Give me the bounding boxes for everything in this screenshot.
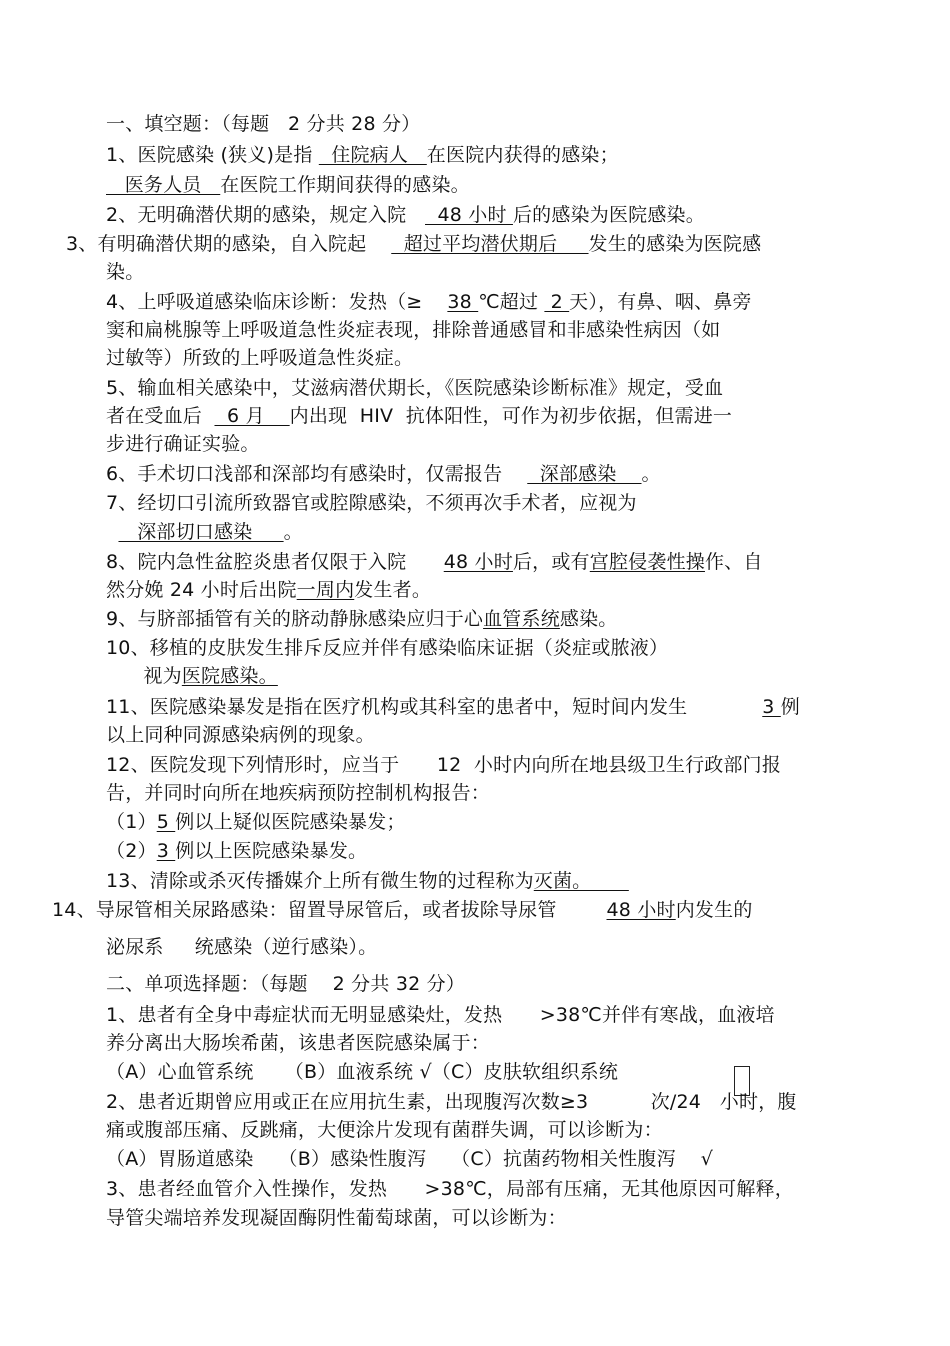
question-text: 12、医院发现下列情形时，应当于 12 小时内向所在地县级卫生行政部门报 xyxy=(106,754,782,776)
question-text: 在医院工作期间获得的感染。 xyxy=(220,174,470,196)
question-text: 视为 xyxy=(106,665,182,687)
question-text: 发生的感染为医院感 xyxy=(588,233,762,255)
q1-12-item-1 xyxy=(106,810,406,834)
q1-8 xyxy=(106,550,763,574)
question-text: 过敏等）所致的上呼吸道急性炎症。 xyxy=(106,347,414,369)
q1-7 xyxy=(106,491,637,515)
question-text: 然分娩 24 小时后出院 xyxy=(106,579,297,601)
question-text: 养分离出大肠埃希菌，该患者医院感染属于： xyxy=(106,1032,491,1054)
q1-2 xyxy=(106,203,705,227)
question-text: 以上同种同源感染病例的现象。 xyxy=(106,724,375,746)
q1-11-cont xyxy=(106,723,375,747)
q1-10 xyxy=(106,636,668,660)
q1-7-cont xyxy=(106,520,303,544)
q1-4 xyxy=(106,290,752,314)
answer-blank: 48 小时 xyxy=(443,551,513,573)
question-text: ℃超过 xyxy=(478,291,545,313)
question-text: 7、经切口引流所致器官或腔隙感染，不须再次手术者，应视为 xyxy=(106,492,637,514)
question-text: 3、有明确潜伏期的感染，自入院起 xyxy=(66,233,392,255)
section-2-heading xyxy=(106,972,465,996)
q2-2-cont xyxy=(106,1118,663,1142)
question-text: 8、院内急性盆腔炎患者仅限于入院 xyxy=(106,551,444,573)
question-text: 痛或腹部压痛、反跳痛，大便涂片发现有菌群失调，可以诊断为： xyxy=(106,1119,663,1141)
question-text: 3、患者经血管介入性操作，发热 >38℃，局部有压痛，无其他原因可解释， xyxy=(106,1178,794,1200)
answer-blank: 48 小时 xyxy=(425,204,513,226)
q1-1 xyxy=(106,143,619,167)
answer-blank: 深部感染 xyxy=(527,463,642,485)
question-text: 感染。 xyxy=(559,608,618,630)
q1-1-cont xyxy=(106,173,470,197)
q1-4-cont xyxy=(106,346,413,370)
q1-3-cont xyxy=(106,260,144,284)
q1-4-cont xyxy=(106,318,720,342)
question-text: 者在受血后 xyxy=(106,405,215,427)
q1-9 xyxy=(106,607,618,631)
q2-1-cont xyxy=(106,1031,490,1055)
section-1-heading xyxy=(106,112,420,136)
question-text: 染。 xyxy=(106,261,145,283)
question-text: 5、输血相关感染中，艾滋病潜伏期长，《医院感染诊断标准》规定，受血 xyxy=(106,377,724,399)
question-text: 导管尖端培养发现凝固酶阴性葡萄球菌，可以诊断为： xyxy=(106,1207,567,1229)
answer-blank: 6 月 xyxy=(214,405,290,427)
question-text: 10、移植的皮肤发生排斥反应并伴有感染临床证据（炎症或脓液） xyxy=(106,637,669,659)
q1-14 xyxy=(52,898,753,922)
question-text: （1） xyxy=(106,811,157,833)
q2-2 xyxy=(106,1090,797,1114)
q1-11 xyxy=(106,695,800,719)
answer-blank: 医务人员 xyxy=(106,174,221,196)
answer-blank: 深部切口感染 xyxy=(118,521,284,543)
question-text: 。 xyxy=(283,521,303,543)
question-text: 发生者。 xyxy=(354,579,432,601)
answer-blank: 血管系统 xyxy=(483,608,560,630)
question-text: 11、医院感染暴发是指在医疗机构或其科室的患者中，短时间内发生 xyxy=(106,696,763,718)
q1-5-cont xyxy=(106,404,732,428)
question-text: 例 xyxy=(780,696,800,718)
question-text: 14、导尿管相关尿路感染：留置导尿管后，或者拔除导尿管 xyxy=(52,899,607,921)
answer-blank: 超过平均潜伏期后 xyxy=(391,233,589,255)
question-text: （2） xyxy=(106,840,157,862)
question-text: 2、患者近期曾应用或正在应用抗生素，出现腹泻次数≥3 次/24 小时，腹 xyxy=(106,1091,797,1113)
answer-blank: 医院感染。 xyxy=(181,665,278,687)
heading-text: 二、单项选择题：（每题 2 分共 32 分） xyxy=(106,973,466,995)
question-text: 2、无明确潜伏期的感染，规定入院 xyxy=(106,204,426,226)
question-text: 。 xyxy=(641,463,661,485)
question-text: 窦和扁桃腺等上呼吸道急性炎症表现，排除普通感冒和非感染性病因（如 xyxy=(106,319,721,341)
q1-8-cont xyxy=(106,578,431,602)
answer-blank: 宫腔侵袭性操 xyxy=(589,551,705,573)
q1-3 xyxy=(66,232,761,256)
answer-blank: 38 xyxy=(447,291,479,313)
q2-3-cont xyxy=(106,1206,567,1230)
question-text: 4、上呼吸道感染临床诊断：发热（≥ xyxy=(106,291,448,313)
q1-14-cont xyxy=(106,935,377,959)
question-text: 例以上医院感染暴发。 xyxy=(175,840,368,862)
question-text: 9、与脐部插管有关的脐动静脉感染应归于心 xyxy=(106,608,484,630)
answer-blank: 2 xyxy=(544,291,570,313)
question-text: 1、患者有全身中毒症状而无明显感染灶，发热 >38℃并伴有寒战，血液培 xyxy=(106,1004,775,1026)
q1-5-cont xyxy=(106,432,260,456)
q1-5 xyxy=(106,376,723,400)
question-text xyxy=(106,521,118,543)
question-text: 6、手术切口浅部和深部均有感染时，仅需报告 xyxy=(106,463,528,485)
options-text: （A）心血管系统 （B）血液系统 √（C）皮肤软组织系统 xyxy=(106,1061,619,1083)
q1-10-cont xyxy=(106,664,278,688)
answer-blank: 灭菌。 xyxy=(533,870,629,892)
answer-blank: 住院病人 xyxy=(318,144,427,166)
question-text: 内出现 HIV 抗体阳性，可作为初步依据，但需进一 xyxy=(289,405,733,427)
q1-6 xyxy=(106,462,661,486)
question-text: 在医院内获得的感染； xyxy=(426,144,619,166)
q1-12-cont xyxy=(106,781,490,805)
question-text: 泌尿系 统感染（逆行感染）。 xyxy=(106,936,378,958)
q1-12-item-2 xyxy=(106,839,367,863)
q1-13 xyxy=(106,869,629,893)
question-text: 天），有鼻、咽、鼻旁 xyxy=(569,291,752,313)
question-text: 例以上疑似医院感染暴发； xyxy=(175,811,406,833)
answer-blank: 3 xyxy=(762,696,781,718)
answer-blank: 48 小时 xyxy=(606,899,676,921)
answer-blank: 5 xyxy=(156,811,176,833)
q2-3 xyxy=(106,1177,794,1201)
heading-text: 一、填空题：（每题 2 分共 28 分） xyxy=(106,113,421,135)
question-text: 1、医院感染 (狭义)是指 xyxy=(106,144,319,166)
question-text: 后的感染为医院感染。 xyxy=(512,204,705,226)
question-text: 作、自 xyxy=(704,551,763,573)
options-text: （A）胃肠道感染 （B）感染性腹泻 （C）抗菌药物相关性腹泻 √ xyxy=(106,1148,714,1170)
q1-12 xyxy=(106,753,781,777)
question-text: 告，并同时向所在地疾病预防控制机构报告： xyxy=(106,782,491,804)
q2-1 xyxy=(106,1003,775,1027)
answer-blank: 3 xyxy=(156,840,176,862)
q2-2-options xyxy=(106,1147,713,1171)
question-text: 13、清除或杀灭传播媒介上所有微生物的过程称为 xyxy=(106,870,534,892)
answer-blank: 一周内 xyxy=(296,579,355,601)
question-text: 步进行确证实验。 xyxy=(106,433,260,455)
question-text: 内发生的 xyxy=(675,899,753,921)
q2-1-options xyxy=(106,1060,618,1084)
question-text: 后，或有 xyxy=(512,551,590,573)
